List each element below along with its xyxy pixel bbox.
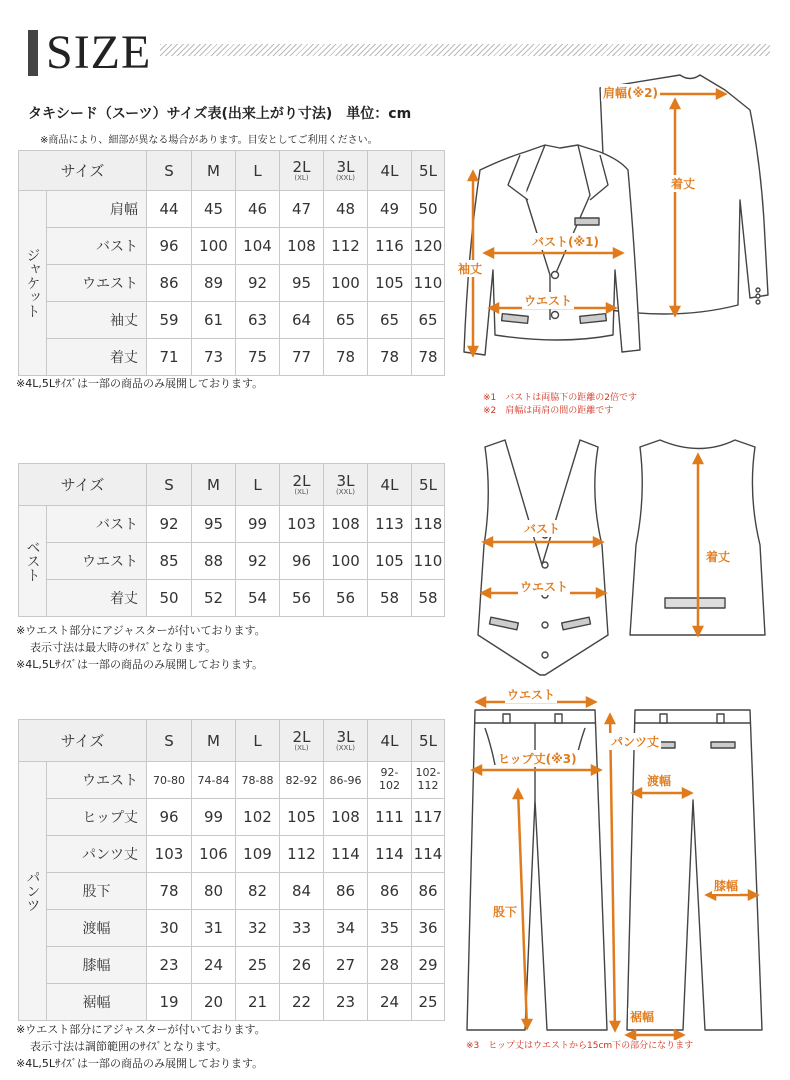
cell: 86 (324, 873, 368, 910)
cell: 86 (412, 873, 445, 910)
cell: 99 (236, 506, 280, 543)
row-label: バスト (47, 228, 147, 265)
pants-belt-loop (717, 714, 724, 723)
size-3l: 3L (XXL) (324, 720, 368, 762)
size-2l: 2L (XL) (280, 464, 324, 506)
cell: 117 (412, 799, 445, 836)
table-row (19, 580, 445, 617)
vest-size-table (18, 463, 445, 617)
cell: 100 (324, 543, 368, 580)
cell: 78 (147, 873, 192, 910)
table-row (19, 543, 445, 580)
cell: 78 (324, 339, 368, 376)
cell: 105 (280, 799, 324, 836)
pants-diagram-note: ※3 ヒップ丈はウエストから15cm下の部分になります (466, 1041, 694, 1051)
table-row (19, 984, 445, 1021)
cell: 108 (324, 799, 368, 836)
cell: 86 (147, 265, 192, 302)
pants-note-3: ※4L,5Lｻｲｽﾞは一部の商品のみ展開しております。 (16, 1057, 264, 1070)
cell: 27 (324, 947, 368, 984)
cell: 70-80 (147, 762, 192, 799)
label-length: 着丈 (671, 177, 696, 191)
category-jacket: ジャケット (19, 191, 47, 376)
cell: 114 (412, 836, 445, 873)
cell: 44 (147, 191, 192, 228)
cell: 64 (280, 302, 324, 339)
cell: 105 (368, 543, 412, 580)
cell: 22 (280, 984, 324, 1021)
cell: 23 (147, 947, 192, 984)
cell: 86-96 (324, 762, 368, 799)
cell: 29 (412, 947, 445, 984)
cell: 85 (147, 543, 192, 580)
label-vest-waist: ウエスト (520, 580, 569, 594)
cell: 74-84 (192, 762, 236, 799)
jacket-note-1: ※1 バストは両脇下の距離の2倍です (483, 393, 637, 403)
label-knee: 膝幅 (714, 879, 739, 893)
cell: 110 (412, 543, 445, 580)
size-l: L (236, 464, 280, 506)
size-s: S (147, 151, 192, 191)
cell: 23 (324, 984, 368, 1021)
cell: 89 (192, 265, 236, 302)
page-title (28, 28, 151, 78)
cell: 108 (280, 228, 324, 265)
label-vest-bust: バスト (524, 522, 561, 536)
size-s: S (147, 720, 192, 762)
row-label: 渡幅 (47, 910, 147, 947)
cell: 61 (192, 302, 236, 339)
label-hem: 裾幅 (630, 1010, 655, 1024)
vest-button (542, 622, 548, 628)
cell: 110 (412, 265, 445, 302)
cell: 108 (324, 506, 368, 543)
label-inseam: 股下 (493, 905, 518, 919)
cell: 113 (368, 506, 412, 543)
cell: 20 (192, 984, 236, 1021)
cell: 56 (324, 580, 368, 617)
jacket-note-2: ※2 肩幅は両肩の間の距離です (483, 406, 614, 416)
row-label: ウエスト (47, 762, 147, 799)
size-5l: 5L (412, 151, 445, 191)
pants-back-pocket (711, 742, 735, 748)
table-row (19, 799, 445, 836)
jacket-size-table (18, 150, 445, 376)
cell: 96 (280, 543, 324, 580)
table-row (19, 947, 445, 984)
size-s: S (147, 464, 192, 506)
label-thigh: 渡幅 (647, 774, 672, 788)
size-5l: 5L (412, 720, 445, 762)
cell: 45 (192, 191, 236, 228)
size-5l: 5L (412, 464, 445, 506)
size-label: サイズ (19, 464, 147, 506)
vest-button (542, 652, 548, 658)
pants-belt-loop (555, 714, 562, 723)
cell: 102 (236, 799, 280, 836)
cell: 100 (192, 228, 236, 265)
label-bust: バスト(※1) (532, 235, 599, 249)
cell: 71 (147, 339, 192, 376)
size-heading: SIZE (46, 26, 152, 79)
jacket-chest-pocket (575, 218, 599, 225)
cell: 112 (324, 228, 368, 265)
title-bar (28, 30, 38, 76)
cell: 56 (280, 580, 324, 617)
category-pants: パンツ (19, 762, 47, 1021)
cell: 35 (368, 910, 412, 947)
cell: 116 (368, 228, 412, 265)
table-row (19, 873, 445, 910)
cell: 21 (236, 984, 280, 1021)
cell: 24 (192, 947, 236, 984)
cell: 103 (147, 836, 192, 873)
decorative-stripe (160, 44, 770, 56)
cell: 106 (192, 836, 236, 873)
cell: 120 (412, 228, 445, 265)
size-label: サイズ (19, 720, 147, 762)
cell: 96 (147, 228, 192, 265)
cell: 86 (368, 873, 412, 910)
label-sleeve: 袖丈 (458, 262, 483, 276)
row-label: 裾幅 (47, 984, 147, 1021)
chart-title: タキシード（スーツ）サイズ表(出来上がり寸法) 単位：cm (28, 106, 412, 122)
size-4l: 4L (368, 720, 412, 762)
label-pants-waist: ウエスト (507, 688, 556, 702)
cell: 31 (192, 910, 236, 947)
size-2l: 2L (XL) (280, 720, 324, 762)
cell: 82 (236, 873, 280, 910)
vest-button (542, 562, 548, 568)
jacket-diagram (450, 70, 780, 390)
row-label: 膝幅 (47, 947, 147, 984)
label-vest-length: 着丈 (706, 550, 731, 564)
size-4l: 4L (368, 464, 412, 506)
pants-notes (16, 1021, 266, 1072)
label-hip: ヒップ丈(※3) (498, 752, 577, 766)
cell: 109 (236, 836, 280, 873)
cell: 105 (368, 265, 412, 302)
size-l: L (236, 720, 280, 762)
cell: 111 (368, 799, 412, 836)
cell: 48 (324, 191, 368, 228)
pants-size-table (18, 719, 445, 1021)
size-m: M (192, 720, 236, 762)
cell: 118 (412, 506, 445, 543)
row-label: ウエスト (47, 543, 147, 580)
cell: 58 (368, 580, 412, 617)
size-4l: 4L (368, 151, 412, 191)
table-row (19, 836, 445, 873)
cell: 32 (236, 910, 280, 947)
vest-note-3: ※4L,5Lｻｲｽﾞは一部の商品のみ展開しております。 (16, 658, 264, 671)
size-header-row (19, 464, 445, 506)
table-row (19, 228, 445, 265)
cell: 65 (412, 302, 445, 339)
cell: 26 (280, 947, 324, 984)
label-pants-length: パンツ丈 (611, 735, 660, 749)
jacket-button (552, 312, 559, 319)
cell: 78 (412, 339, 445, 376)
jacket-button (552, 272, 559, 279)
size-2l: 2L (XL) (280, 151, 324, 191)
cell: 28 (368, 947, 412, 984)
cell: 96 (147, 799, 192, 836)
cell: 36 (412, 910, 445, 947)
pants-back-shape (627, 710, 762, 1030)
sleeve-button (756, 288, 760, 292)
pants-belt-loop (503, 714, 510, 723)
vest-notes (16, 622, 266, 673)
jacket-note: ※4L,5Lｻｲｽﾞは一部の商品のみ展開しております。 (16, 377, 264, 390)
cell: 65 (324, 302, 368, 339)
cell: 34 (324, 910, 368, 947)
row-label: ヒップ丈 (47, 799, 147, 836)
cell: 95 (192, 506, 236, 543)
vest-note-2: 表示寸法は最大時のｻｲｽﾞとなります。 (30, 641, 217, 654)
row-label: バスト (47, 506, 147, 543)
vest-note-1: ※ウエスト部分にアジャスターが付いております。 (16, 624, 266, 637)
cell: 102- 112 (412, 762, 445, 799)
size-header-row (19, 151, 445, 191)
row-label: パンツ丈 (47, 836, 147, 873)
jacket-diagram-notes (483, 392, 637, 418)
cell: 47 (280, 191, 324, 228)
cell: 24 (368, 984, 412, 1021)
row-label: 袖丈 (47, 302, 147, 339)
pants-belt-loop (660, 714, 667, 723)
cell: 84 (280, 873, 324, 910)
cell: 63 (236, 302, 280, 339)
table-row (19, 506, 445, 543)
size-label: サイズ (19, 151, 147, 191)
size-3l: 3L (XXL) (324, 464, 368, 506)
chart-subtitle: ※商品により、細部が異なる場合があります。目安としてご利用ください。 (40, 135, 378, 146)
cell: 75 (236, 339, 280, 376)
cell: 99 (192, 799, 236, 836)
cell: 103 (280, 506, 324, 543)
cell: 104 (236, 228, 280, 265)
vest-front-shape (478, 440, 608, 675)
cell: 65 (368, 302, 412, 339)
size-m: M (192, 464, 236, 506)
cell: 19 (147, 984, 192, 1021)
cell: 50 (412, 191, 445, 228)
cell: 25 (412, 984, 445, 1021)
row-label: 着丈 (47, 580, 147, 617)
table-row (19, 191, 445, 228)
row-label: 股下 (47, 873, 147, 910)
cell: 114 (368, 836, 412, 873)
table-row (19, 762, 445, 799)
cell: 114 (324, 836, 368, 873)
size-m: M (192, 151, 236, 191)
sleeve-button (756, 294, 760, 298)
cell: 88 (192, 543, 236, 580)
vest-adjuster (665, 598, 725, 608)
size-header-row (19, 720, 445, 762)
cell: 59 (147, 302, 192, 339)
row-label: 肩幅 (47, 191, 147, 228)
cell: 80 (192, 873, 236, 910)
sleeve-button (756, 300, 760, 304)
cell: 58 (412, 580, 445, 617)
table-row (19, 910, 445, 947)
category-vest: ベスト (19, 506, 47, 617)
cell: 92 (147, 506, 192, 543)
cell: 46 (236, 191, 280, 228)
cell: 54 (236, 580, 280, 617)
cell: 49 (368, 191, 412, 228)
table-row (19, 339, 445, 376)
cell: 25 (236, 947, 280, 984)
cell: 73 (192, 339, 236, 376)
cell: 78-88 (236, 762, 280, 799)
cell: 77 (280, 339, 324, 376)
size-3l: 3L (XXL) (324, 151, 368, 191)
table-row (19, 302, 445, 339)
cell: 78 (368, 339, 412, 376)
cell: 92- 102 (368, 762, 412, 799)
pants-note-2: 表示寸法は調節範囲のｻｲｽﾞとなります。 (30, 1040, 228, 1053)
size-l: L (236, 151, 280, 191)
cell: 92 (236, 265, 280, 302)
cell: 112 (280, 836, 324, 873)
row-label: ウエスト (47, 265, 147, 302)
cell: 95 (280, 265, 324, 302)
cell: 33 (280, 910, 324, 947)
pants-note-1: ※ウエスト部分にアジャスターが付いております。 (16, 1023, 266, 1036)
cell: 100 (324, 265, 368, 302)
cell: 92 (236, 543, 280, 580)
cell: 82-92 (280, 762, 324, 799)
cell: 50 (147, 580, 192, 617)
label-shoulder: 肩幅(※2) (603, 86, 658, 100)
cell: 30 (147, 910, 192, 947)
label-waist: ウエスト (524, 294, 573, 308)
table-row (19, 265, 445, 302)
cell: 52 (192, 580, 236, 617)
row-label: 着丈 (47, 339, 147, 376)
